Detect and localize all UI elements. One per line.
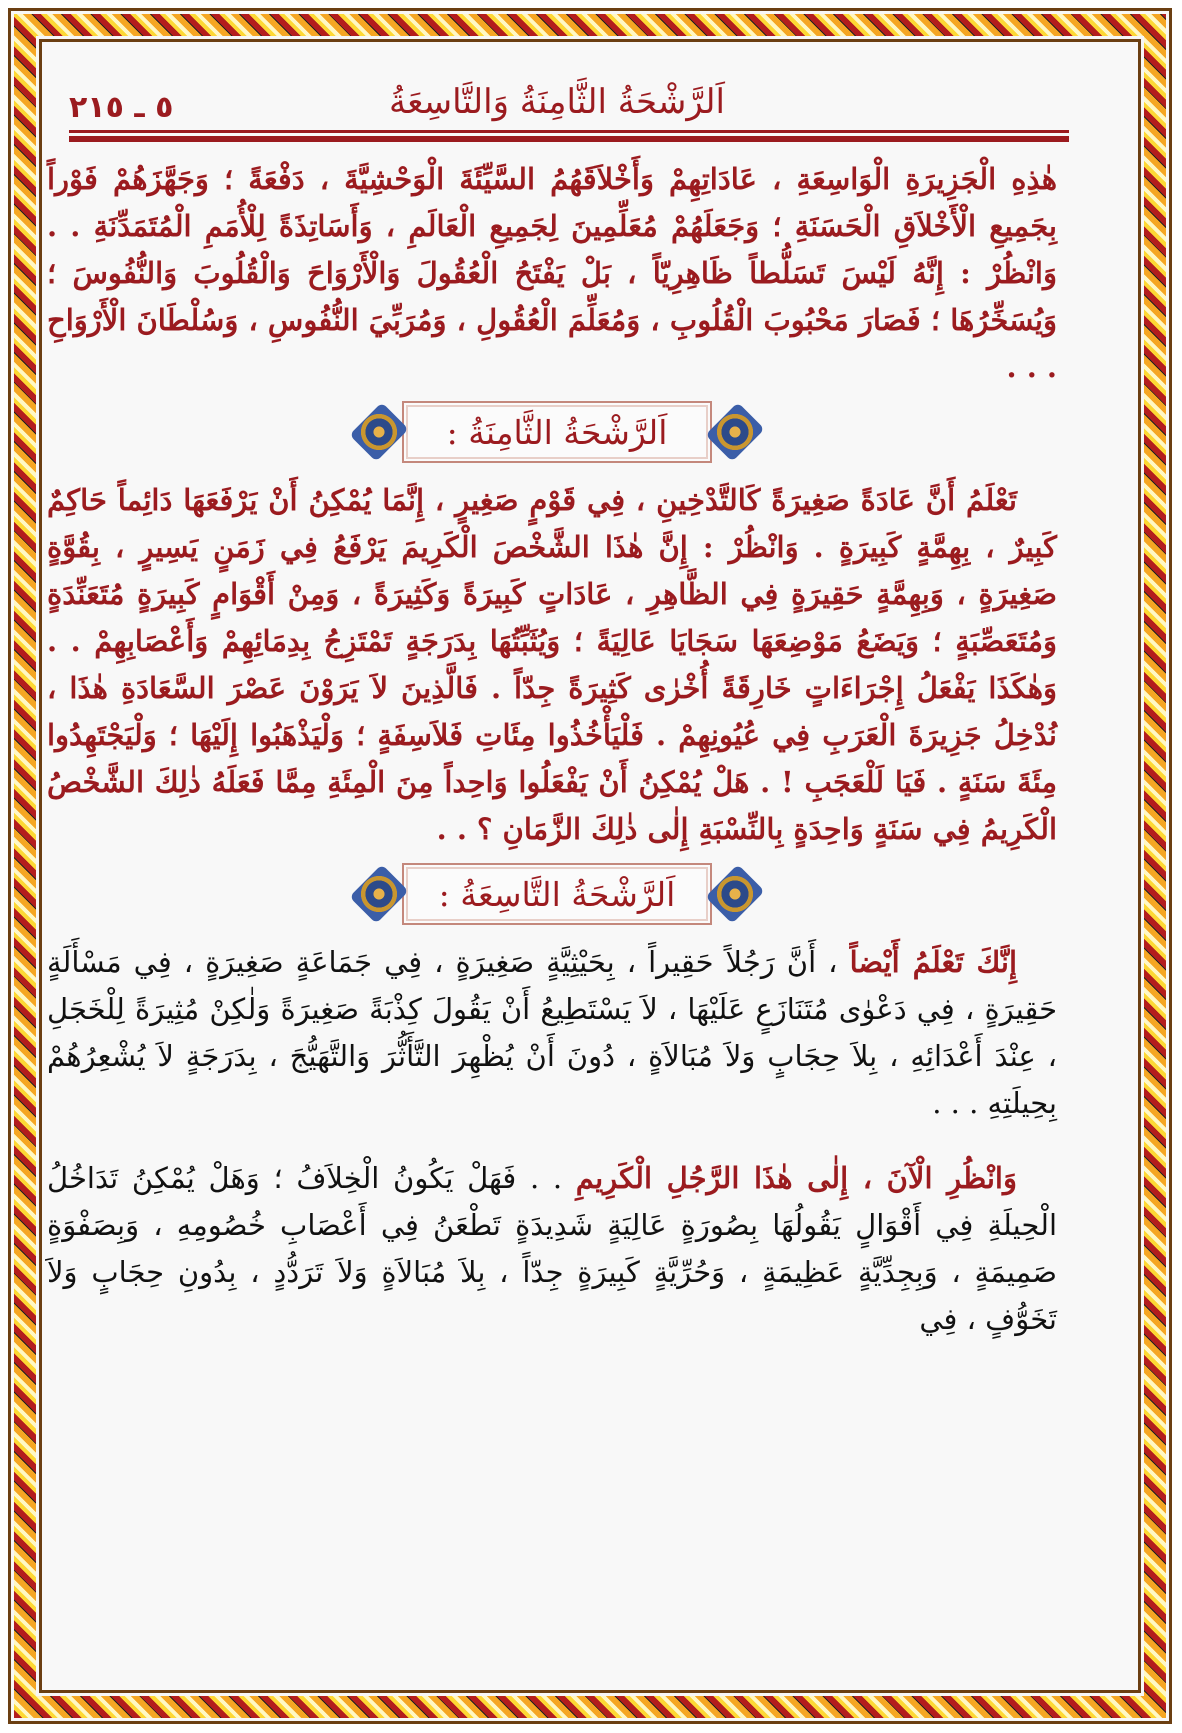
page-content (47, 60, 1067, 1343)
section-heading-eighth (47, 401, 1067, 463)
emphasis-lead: وَانْظُرِ الْآنَ ، إِلٰى هٰذَا الرَّجُلِ الْكَرِيمِ (575, 1161, 1017, 1195)
header-rule (69, 130, 1069, 142)
heading-box: اَلرَّشْحَةُ التَّاسِعَةُ : (402, 863, 712, 925)
eighth-paragraph: تَعْلَمُ أَنَّ عَادَةً صَغِيرَةً كَالتَّدْخِينِ ، فِي قَوْمٍ صَغِيرٍ ، إِنَّمَا يُمْكِنُ أَنْ يَرْفَعَهَا دَائِماً حَاكِمٌ كَبِيرٌ ، بِهِمَّةٍ كَبِيرَةٍ . وَانْظُرْ : إِنَّ هٰذَا الشَّخْصَ الْكَرِيمَ يَرْفَعُ فِي زَمَنٍ يَسِيرٍ ، بِقُوَّةٍ صَغِيرَةٍ ، وَبِهِمَّةٍ حَقِيرَةٍ فِي الظَّاهِرِ ، عَادَاتٍ كَبِيرَةً وَكَثِيرَةً ، وَمِنْ أَقْوَامٍ كَبِيرَةٍ مُتَعَنِّدَةٍ وَمُتَعَصِّبَةٍ ؛ وَيَضَعُ مَوْضِعَهَا سَجَايَا عَالِيَةً ؛ وَيُثَبِّتُهَا بِدَرَجَةٍ تَمْتَزِجُ بِدِمَائِهِمْ وَأَعْصَابِهِمْ . . وَهٰكَذَا يَفْعَلُ إِجْرَاءَاتٍ خَارِقَةً أُخْرٰى كَثِيرَةً جِدّاً . فَالَّذِينَ لاَ يَرَوْنَ عَصْرَ السَّعَادَةِ هٰذَا ، نُدْخِلُ جَزِيرَةَ الْعَرَبِ فِي عُيُونِهِمْ . فَلْيَأْخُذُوا مِئَاتِ فَلاَسِفَةٍ ؛ وَلْيَذْهَبُوا إِلَيْهَا ؛ وَلْيَجْتَهِدُوا مِئَةَ سَنَةٍ . فَيَا لَلْعَجَبِ ! . هَلْ يُمْكِنُ أَنْ يَفْعَلُوا وَاحِداً مِنَ الْمِئَةِ مِمَّا فَعَلَهُ ذٰلِكَ الشَّخْصُ الْكَرِيمُ فِي سَنَةٍ وَاحِدَةٍ بِالنِّسْبَةِ إِلٰى ذٰلِكَ الزَّمَانِ ؟ . . (47, 483, 1058, 846)
ornament-left-icon (356, 867, 402, 921)
emphasis-lead: إِنَّكَ تَعْلَمُ أَيْضاً (849, 945, 1018, 979)
heading-box: اَلرَّشْحَةُ الثَّامِنَةُ : (402, 401, 712, 463)
section-heading-ninth (47, 863, 1067, 925)
ornament-right-icon (712, 867, 758, 921)
ornament-right-icon (712, 405, 758, 459)
running-title: اَلرَّشْحَةُ الثَّامِنَةُ وَالتَّاسِعَةُ (389, 82, 725, 122)
rule-thick (69, 136, 1069, 142)
page-header (47, 60, 1067, 130)
rule-thin (69, 130, 1069, 133)
paragraph-text: . . فَهَلْ يَكُونُ الْخِلاَفُ ؛ وَهَلْ يُمْكِنُ تَدَاخُلُ الْحِيلَةِ فِي أَقْوَالٍ يَقُولُهَا بِصُورَةٍ عَالِيَةٍ شَدِيدَةٍ تَطْعَنُ فِي أَعْصَابِ خُصُومِهِ ، وَبِصَفْوَةٍ صَمِيمَةٍ ، وَبِجِدِّيَّةٍ عَظِيمَةٍ ، وَحُرِّيَّةٍ كَبِيرَةٍ جِدّاً ، بِلاَ مُبَالاَةٍ وَلاَ تَرَدُّدٍ ، بِدُونِ حِجَابٍ وَلاَ تَخَوُّفٍ ، فِي (47, 1161, 1057, 1336)
ornament-left-icon (356, 405, 402, 459)
page-number: ٥ ـ ٢١٥ (69, 90, 174, 125)
ninth-paragraph-2 (47, 1155, 1057, 1343)
ninth-paragraph-1 (47, 939, 1057, 1127)
intro-paragraph: هٰذِهِ الْجَزِيرَةِ الْوَاسِعَةِ ، عَادَاتِهِمْ وَأَخْلاَقَهُمُ السَّيِّئَةَ الْوَحْشِيَّةَ ، دَفْعَةً ؛ وَجَهَّزَهُمْ فَوْراً بِجَمِيعِ الْأَخْلاَقِ الْحَسَنَةِ ؛ وَجَعَلَهُمْ مُعَلِّمِينَ لِجَمِيعِ الْعَالَمِ ، وَأَسَاتِذَةً لِلْأُمَمِ الْمُتَمَدِّنَةِ . . وَانْظُرْ : إِنَّهُ لَيْسَ تَسَلُّطاً ظَاهِرِيّاً ، بَلْ يَفْتَحُ الْعُقُولَ وَالْأَرْوَاحَ وَالْقُلُوبَ وَالنُّفُوسَ ؛ وَيُسَخِّرُهَا ؛ فَصَارَ مَحْبُوبَ الْقُلُوبِ ، وَمُعَلِّمَ الْعُقُولِ ، وَمُرَبِّيَ النُّفُوسِ ، وَسُلْطَانَ الْأَرْوَاحِ . . . (47, 162, 1057, 384)
paragraph-text: ، أَنَّ رَجُلاً حَقِيراً ، بِحَيْثِيَّةٍ صَغِيرَةٍ ، فِي جَمَاعَةٍ صَغِيرَةٍ ، فِي مَسْأَلَةٍ حَقِيرَةٍ ، فِي دَعْوٰى مُتَنَازَعٍ عَلَيْهَا ، لاَ يَسْتَطِيعُ أَنْ يَقُولَ كِذْبَةً صَغِيرَةً وَلٰكِنْ مُثِيرَةً لِلْخَجَلِ ، عِنْدَ أَعْدَائِهِ ، بِلاَ حِجَابٍ وَلاَ مُبَالاَةٍ ، دُونَ أَنْ يُظْهِرَ التَّأَثُّرَ وَالتَّهَيُّجَ ، بِدَرَجَةٍ لاَ يُشْعِرُهُمْ بِحِيلَتِهِ . . . (47, 945, 1057, 1120)
